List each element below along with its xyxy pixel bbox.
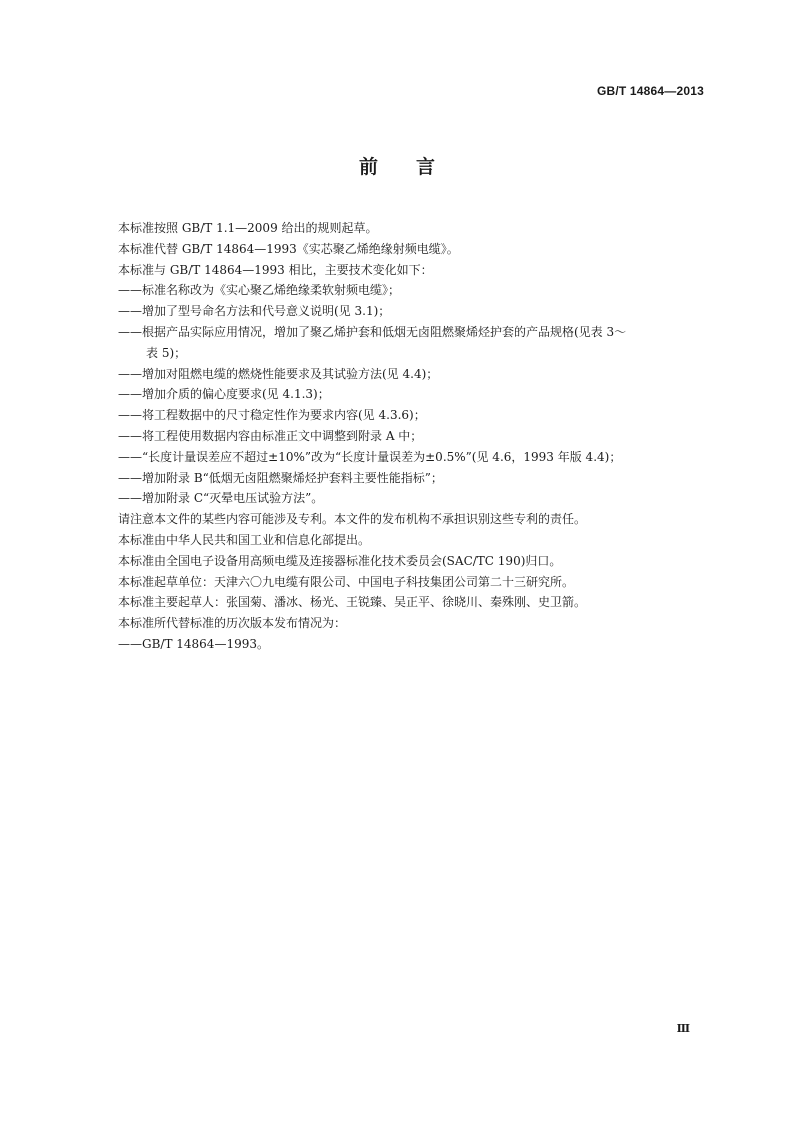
- change-item-flame-retardant: ——增加对阻燃电缆的燃烧性能要求及其试验方法(见 4.4)；: [118, 366, 439, 381]
- change-item-sheath-specs-cont: 表 5)；: [146, 345, 187, 360]
- paragraph-drafting-rules: 本标准按照 GB/T 1.1—2009 给出的规则起草。: [118, 221, 378, 235]
- paragraph-governed-by: 本标准由全国电子设备用高频电缆及连接器标准化技术委员会(SAC/TC 190)归口。: [118, 553, 562, 568]
- change-item-length-error: ——“长度计量误差应不超过±10%”改为“长度计量误差为±0.5%”(见 4.6，1993 年版 4.4)；: [118, 449, 622, 464]
- page-number: Ⅲ: [676, 1022, 690, 1035]
- paragraph-replaces: 本标准代替 GB/T 14864—1993《实芯聚乙烯绝缘射频电缆》。: [118, 241, 459, 256]
- change-item-dimensional-stability: ——将工程数据中的尺寸稳定性作为要求内容(见 4.3.6)；: [118, 408, 426, 423]
- change-item-appendix-c: ——增加附录 C“灭晕电压试验方法”。: [118, 491, 324, 506]
- change-item-model-naming: ——增加了型号命名方法和代号意义说明(见 3.1)；: [118, 304, 391, 319]
- standard-number: GB/T 14864—2013: [596, 84, 704, 98]
- paragraph-patent-notice: 请注意本文件的某些内容可能涉及专利。本文件的发布机构不承担识别这些专利的责任。: [118, 512, 587, 527]
- change-item-appendix-a: ——将工程使用数据内容由标准正文中调整到附录 A 中；: [118, 428, 423, 443]
- paragraph-changes-intro: 本标准与 GB/T 14864—1993 相比，主要技术变化如下：: [118, 262, 433, 277]
- paragraph-proposed-by: 本标准由中华人民共和国工业和信息化部提出。: [118, 532, 371, 547]
- history-item: ——GB/T 14864—1993。: [118, 636, 269, 651]
- change-item-sheath-specs: ——根据产品实际应用情况，增加了聚乙烯护套和低烟无卤阻燃聚烯烃护套的产品规格(见表 3～: [118, 324, 627, 339]
- change-item-title: ——标准名称改为《实心聚乙烯绝缘柔软射频电缆》；: [118, 283, 401, 298]
- paragraph-drafters: 本标准主要起草人：张国菊、潘冰、杨光、王锐臻、吴正平、徐晓川、秦殊刚、史卫箭。: [118, 595, 587, 610]
- page-title: 前言: [358, 156, 473, 178]
- paragraph-history-intro: 本标准所代替标准的历次版本发布情况为：: [118, 616, 347, 631]
- foreword-body: [118, 218, 680, 655]
- change-item-appendix-b: ——增加附录 B“低烟无卤阻燃聚烯烃护套料主要性能指标”；: [118, 470, 443, 485]
- paragraph-drafting-units: 本标准起草单位：天津六〇九电缆有限公司、中国电子科技集团公司第二十三研究所。: [118, 574, 575, 589]
- change-item-eccentricity: ——增加介质的偏心度要求(见 4.1.3)；: [118, 387, 330, 402]
